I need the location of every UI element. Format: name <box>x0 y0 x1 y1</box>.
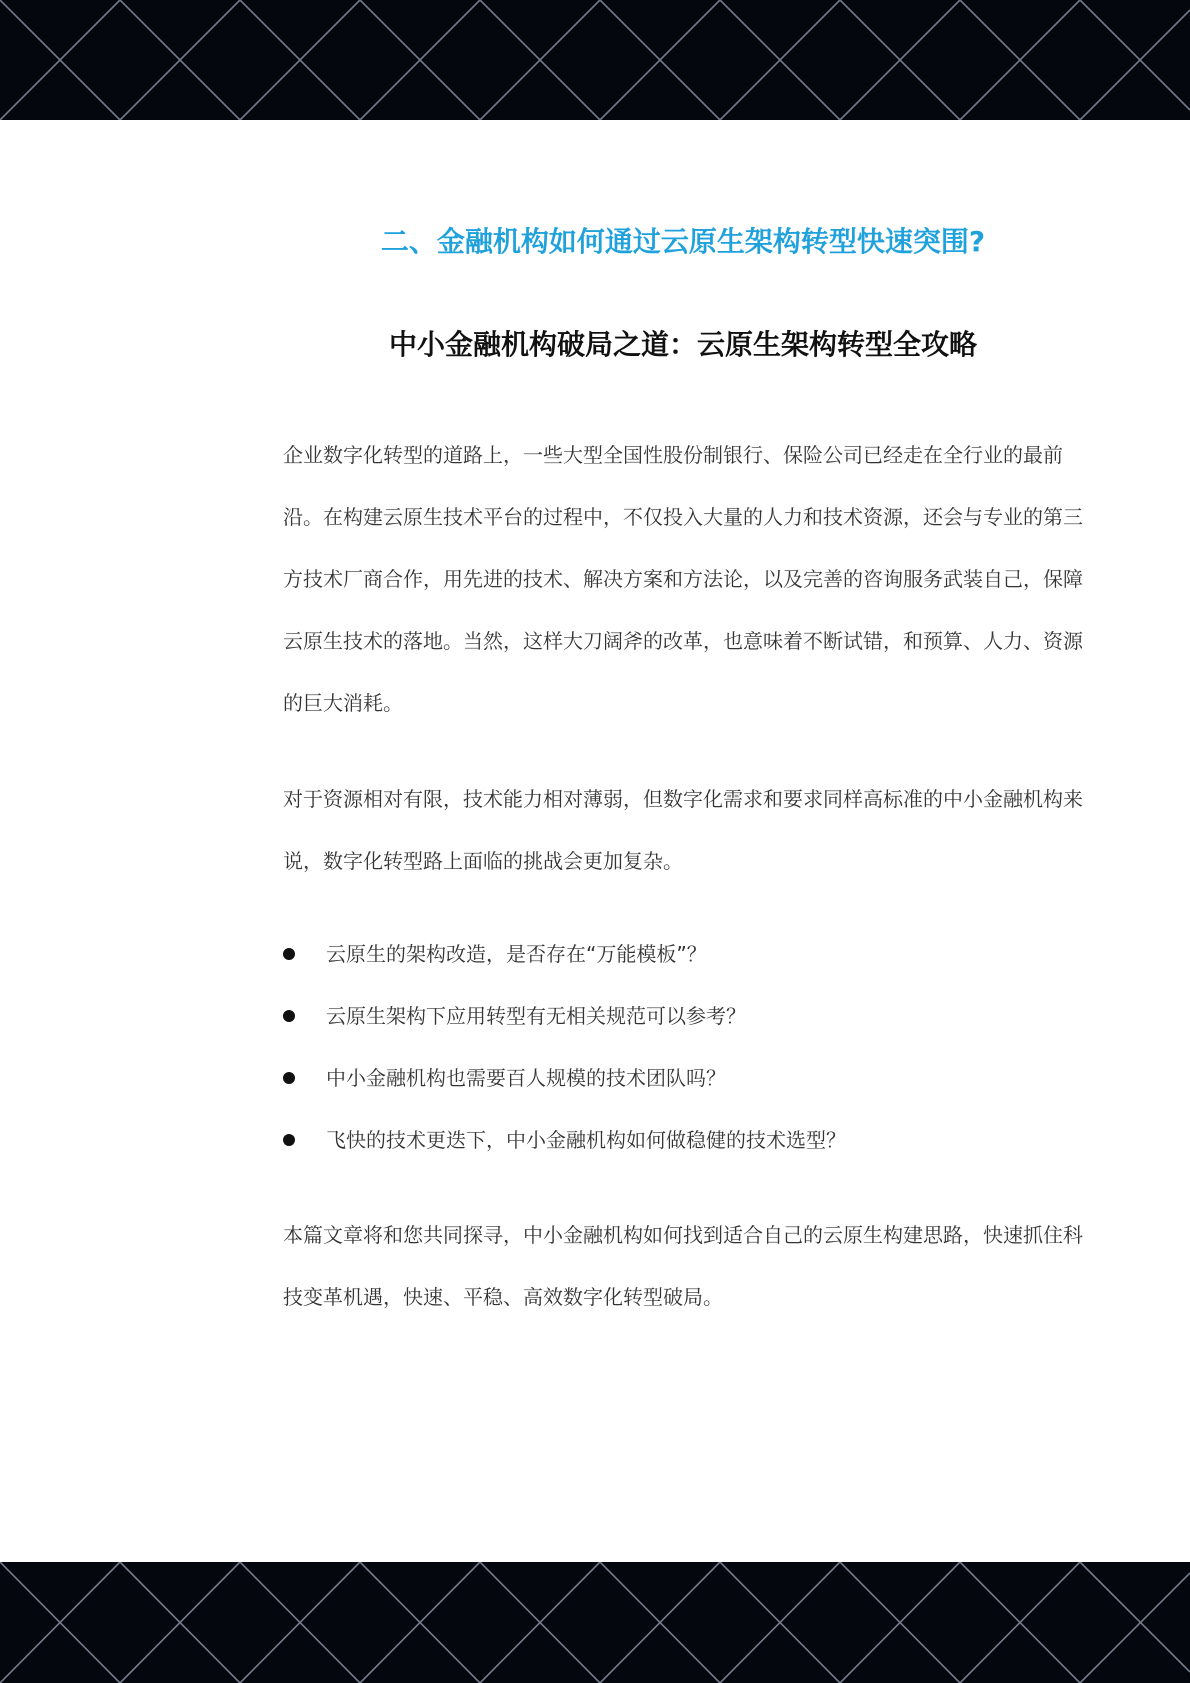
list-item-text: 飞快的技术更迭下，中小金融机构如何做稳健的技术选型？ <box>326 1128 846 1152</box>
diamond-pattern-graphic <box>0 1562 1190 1683</box>
intro-paragraph: 企业数字化转型的道路上，一些大型全国性股份制银行、保险公司已经走在全行业的最前沿。在构建云原生技术平台的过程中，不仅投入大量的人力和技术资源，还会与专业的第三方技术厂商合作，用先进的技术、解决方案和方法论，以及完善的咨询服务武装自己，保障云原生技术的落地。当然，这样大刀阔斧的改革，也意味着不断试错，和预算、人力、资源的巨大消耗。 <box>283 443 1083 715</box>
list-item-text: 云原生的架构改造，是否存在“万能模板”？ <box>326 942 707 966</box>
closing-paragraph: 本篇文章将和您共同探寻，中小金融机构如何找到适合自己的云原生构建思路，快速抓住科技变革机遇，快速、平稳、高效数字化转型破局。 <box>283 1223 1083 1309</box>
challenge-paragraph: 对于资源相对有限，技术能力相对薄弱，但数字化需求和要求同样高标准的中小金融机构来说，数字化转型路上面临的挑战会更加复杂。 <box>283 787 1083 873</box>
list-item <box>283 985 1083 1047</box>
list-item-text: 中小金融机构也需要百人规模的技术团队吗？ <box>326 1066 726 1090</box>
list-item <box>283 1109 1083 1171</box>
list-item <box>283 1047 1083 1109</box>
bullet-dot-icon <box>283 1134 295 1146</box>
section-heading: 二、金融机构如何通过云原生架构转型快速突围? <box>380 225 986 258</box>
bottom-decorative-band <box>0 1562 1190 1683</box>
sub-heading: 中小金融机构破局之道：云原生架构转型全攻略 <box>388 328 977 361</box>
bullet-dot-icon <box>283 948 295 960</box>
diamond-pattern-graphic <box>0 0 1190 120</box>
top-decorative-band <box>0 0 1190 120</box>
list-item <box>283 923 1083 985</box>
bullet-dot-icon <box>283 1072 295 1084</box>
question-list <box>283 923 1083 1171</box>
bullet-dot-icon <box>283 1010 295 1022</box>
list-item-text: 云原生架构下应用转型有无相关规范可以参考？ <box>326 1004 746 1028</box>
